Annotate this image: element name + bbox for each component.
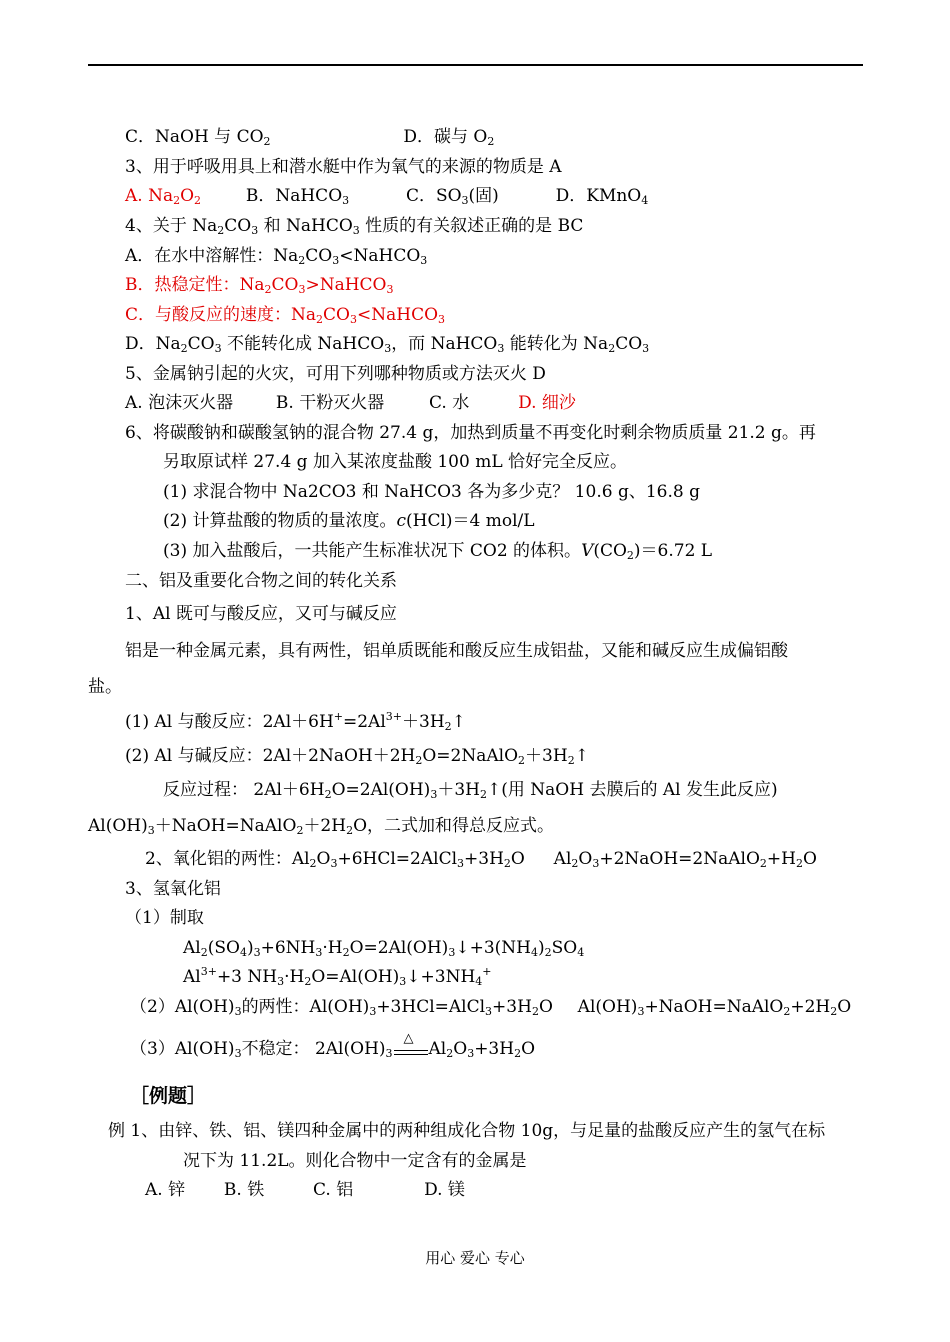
subsection-3-3: $(3)Al(OH)_3$不稳定： $2Al(OH)_3$ △ $Al_2O_3+3H_2O$ bbox=[130, 1031, 536, 1060]
question-5-options: A. 泡沫灭火器 B. 干粉灭火器 C. 水 D. 细沙 bbox=[125, 393, 576, 413]
examples-heading: ［例题］ bbox=[130, 1085, 207, 1107]
example-1: 例 1、由锌、铁、铝、镁四种金属中的两种组成化合物 10g，与足量的盐酸反应产生的氢气在标 bbox=[108, 1121, 826, 1141]
example-1-line-2: 况下为 11.2L。则化合物中一定含有的金属是 bbox=[183, 1151, 527, 1171]
question-3: 3、用于呼吸用具上和潜水艇中作为氧气的来源的物质是 A bbox=[125, 157, 562, 177]
reaction-process: 反应过程： $2Al+6H_2O=2Al(OH)_3+3H_2↑$(用 NaOH 去膜后的 Al 发生此反应) bbox=[163, 780, 778, 801]
question-4-option-c: C．与酸反应的速度：$Na_2CO_3<NaHCO_3$ bbox=[125, 305, 446, 326]
paragraph-end: 盐。 bbox=[88, 677, 122, 697]
reaction-base: (2) Al 与碱反应：$2Al+2NaOH+2H_2O=2NaAlO_2+3H_2↑$ bbox=[125, 746, 589, 767]
question-6-part-3: (3) 加入盐酸后，一共能产生标准状况下 CO2 的体积。$V(CO_2)=6.72$ L bbox=[163, 541, 713, 562]
subsection-3-2: $(2)Al(OH)_3$的两性：$Al(OH)_3+3HCl=AlCl_3+3H_2O$ $Al(OH)_3+NaOH=NaAlO_2+2H_2O$ bbox=[130, 997, 852, 1018]
option-line: C．NaOH 与 $CO_2$ D．碳与 $O_2$ bbox=[125, 127, 495, 148]
reaction-acid: (1) Al 与酸反应：$2Al+6H^+=2Al^{3+}+3H_2↑$ bbox=[125, 710, 466, 733]
section-heading: 二、铝及重要化合物之间的转化关系 bbox=[125, 571, 397, 591]
question-5: 5、金属钠引起的火灾，可用下列哪种物质或方法灭火 D bbox=[125, 364, 546, 384]
example-1-options: A. 锌 B. 铁 C. 铝 D. 镁 bbox=[145, 1180, 465, 1200]
subsection-2: 2、氧化铝的两性：$Al_2O_3+6HCl=2AlCl_3+3H_2O$ $Al_2O_3+2NaOH=2NaAlO_2+H_2O$ bbox=[145, 849, 817, 870]
page-footer: 用心 爱心 专心 bbox=[425, 1249, 525, 1267]
question-6-part-1: (1) 求混合物中 Na2CO3 和 NaHCO3 各为多少克？ 10.6 g、16.8 g bbox=[163, 482, 700, 502]
question-6: 6、将碳酸钠和碳酸氢钠的混合物 27.4 g，加热到质量不再变化时剩余物质质量 21.2 g。再 bbox=[125, 423, 816, 443]
question-4-option-a: A．在水中溶解性：$Na_2CO_3<NaHCO_3$ bbox=[125, 246, 428, 267]
question-4: 4、关于 $Na_2CO_3$ 和 NaHCO$_3$ 性质的有关叙述正确的是 BC bbox=[125, 216, 584, 237]
equation-prep-1: $Al_2(SO_4)_3+6NH_3\cdot H_2O=2Al(OH)_3↓+3(NH_4)_2SO_4$ bbox=[183, 938, 585, 959]
question-6-part-2: (2) 计算盐酸的物质的量浓度。c(HCl)＝4 mol/L bbox=[163, 511, 535, 531]
question-3-options: A. $Na_2O_2$ B．NaHCO$_3$ C．$SO_3$(固) D．KMnO$_4$ bbox=[125, 186, 649, 207]
equation-prep-2: $Al^{3+}+3$ $NH_3\cdot H_2O=Al(OH)_3↓+3NH_4^+$ bbox=[183, 965, 492, 988]
paragraph: 铝是一种金属元素，具有两性，铝单质既能和酸反应生成铝盐，又能和碱反应生成偏铝酸 bbox=[125, 641, 788, 661]
subsection-3: 3、氢氧化铝 bbox=[125, 879, 221, 899]
header-rule bbox=[88, 64, 863, 66]
question-6-line-2: 另取原试样 27.4 g 加入某浓度盐酸 100 mL 恰好完全反应。 bbox=[163, 452, 628, 472]
reaction-sum: $Al(OH)_3+NaOH=NaAlO_2+2H_2O$，二式加和得总反应式。 bbox=[88, 816, 555, 837]
question-4-option-d: D．$Na_2CO_3$ 不能转化成 NaHCO$_3$，而 NaHCO$_3$ 能转化为 $Na_2CO_3$ bbox=[125, 334, 650, 355]
subsection-1: 1、Al 既可与酸反应，又可与碱反应 bbox=[125, 604, 397, 624]
subsection-3-1: （1）制取 bbox=[125, 908, 204, 928]
question-4-option-b: B．热稳定性：$Na_2CO_3>NaHCO_3$ bbox=[125, 275, 394, 296]
heat-equals-sign: △ bbox=[393, 1038, 429, 1060]
